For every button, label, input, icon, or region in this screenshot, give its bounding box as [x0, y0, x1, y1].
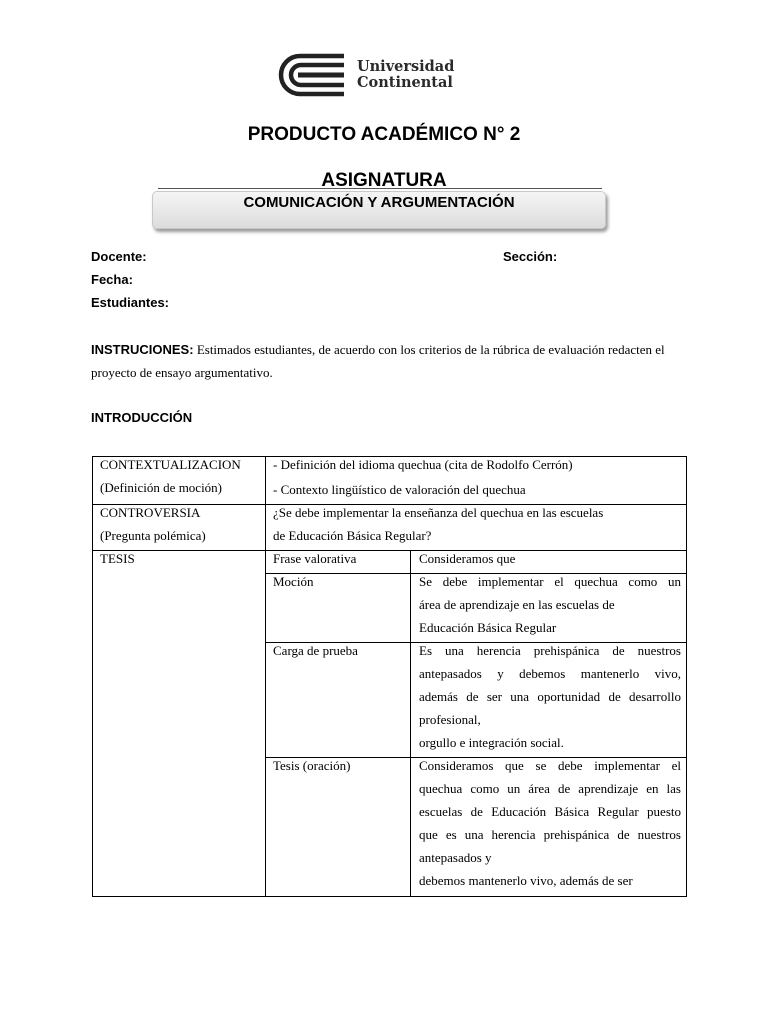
seccion-label: Sección:: [503, 249, 558, 264]
introduction-heading: INTRODUCCIÓN: [91, 410, 193, 425]
table-cell-tesis-label: TESIS: [100, 551, 135, 566]
tesis-row-content: [419, 570, 681, 639]
text-line: antepasados y: [419, 850, 492, 865]
docente-label: Docente:: [91, 249, 147, 264]
document-title: PRODUCTO ACADÉMICO N° 2: [247, 124, 521, 145]
text-line: debemos mantenerlo vivo, además de ser: [419, 873, 633, 888]
list-item: - Definición del idioma quechua (cita de Rodolfo Cerrón): [273, 457, 573, 472]
table-cell-controversia-label: [100, 501, 206, 547]
introduction-table: [92, 456, 687, 897]
text-line: quechua como un área de aprendizaje en las: [419, 781, 681, 796]
subject-divider: [158, 188, 602, 189]
table-cell-contextualizacion-content: [273, 453, 573, 501]
instructions-paragraph: [91, 338, 691, 384]
university-logo: [278, 53, 478, 97]
controversia-question-line: de Educación Básica Regular?: [273, 528, 432, 543]
subject-banner: [152, 191, 606, 229]
tesis-row-content: [419, 754, 681, 892]
table-cell-controversia-content: [273, 501, 603, 547]
table-cell-contextualizacion-label: [100, 453, 241, 499]
text-line: escuelas de Educación Básica Regular puesto: [419, 804, 681, 819]
fecha-label: Fecha:: [91, 272, 133, 287]
text-line: Se debe implementar el quechua como un: [419, 574, 681, 589]
list-item: - Contexto lingüístico de valoración del quechua: [273, 482, 526, 497]
table-col-divider: [410, 550, 411, 896]
tesis-row-label: Carga de prueba: [273, 643, 358, 658]
tesis-row-label: Moción: [273, 574, 314, 589]
continental-c-logo-icon: [278, 53, 348, 97]
tesis-row-content: [419, 639, 681, 754]
tesis-row-content: [419, 547, 515, 570]
estudiantes-label: Estudiantes:: [91, 295, 170, 310]
controversia-label: CONTROVERSIA: [100, 505, 201, 520]
subject-name: COMUNICACIÓN Y ARGUMENTACIÓN: [243, 194, 515, 211]
text-line: área de aprendizaje en las escuelas de: [419, 597, 615, 612]
instructions-text: Estimados estudiantes, de acuerdo con los criterios de la rúbrica de evaluación redacten el proyecto de ensayo argumentativo.: [91, 342, 665, 380]
subject-heading: ASIGNATURA: [321, 170, 447, 191]
text-line: profesional,: [419, 712, 481, 727]
text-line: Consideramos que: [419, 551, 516, 566]
tesis-row-label: Tesis (oración): [273, 758, 351, 773]
contextualizacion-sublabel: (Definición de moción): [100, 480, 223, 495]
instructions-label: INSTRUCIONES:: [91, 342, 194, 357]
table-row-divider: [93, 550, 686, 551]
table-col-divider: [265, 457, 266, 896]
controversia-question-line: ¿Se debe implementar la enseñanza del quechua en las escuelas: [273, 505, 604, 520]
controversia-sublabel: (Pregunta polémica): [100, 528, 206, 543]
text-line: que es una herencia prehispánica de nuestros: [419, 827, 681, 842]
text-line: orgullo e integración social.: [419, 735, 564, 750]
text-line: Consideramos que se debe implementar el: [419, 758, 681, 773]
tesis-row-label: Frase valorativa: [273, 551, 357, 566]
text-line: Educación Básica Regular: [419, 620, 557, 635]
logo-text-universidad: Universidad: [357, 58, 455, 75]
contextualizacion-label: CONTEXTUALIZACION: [100, 457, 241, 472]
text-line: además de ser una oportunidad de desarrollo: [419, 689, 681, 704]
logo-text-continental: Continental: [357, 74, 453, 91]
text-line: antepasados y debemos mantenerlo vivo,: [419, 666, 681, 681]
text-line: Es una herencia prehispánica de nuestros: [419, 643, 681, 658]
